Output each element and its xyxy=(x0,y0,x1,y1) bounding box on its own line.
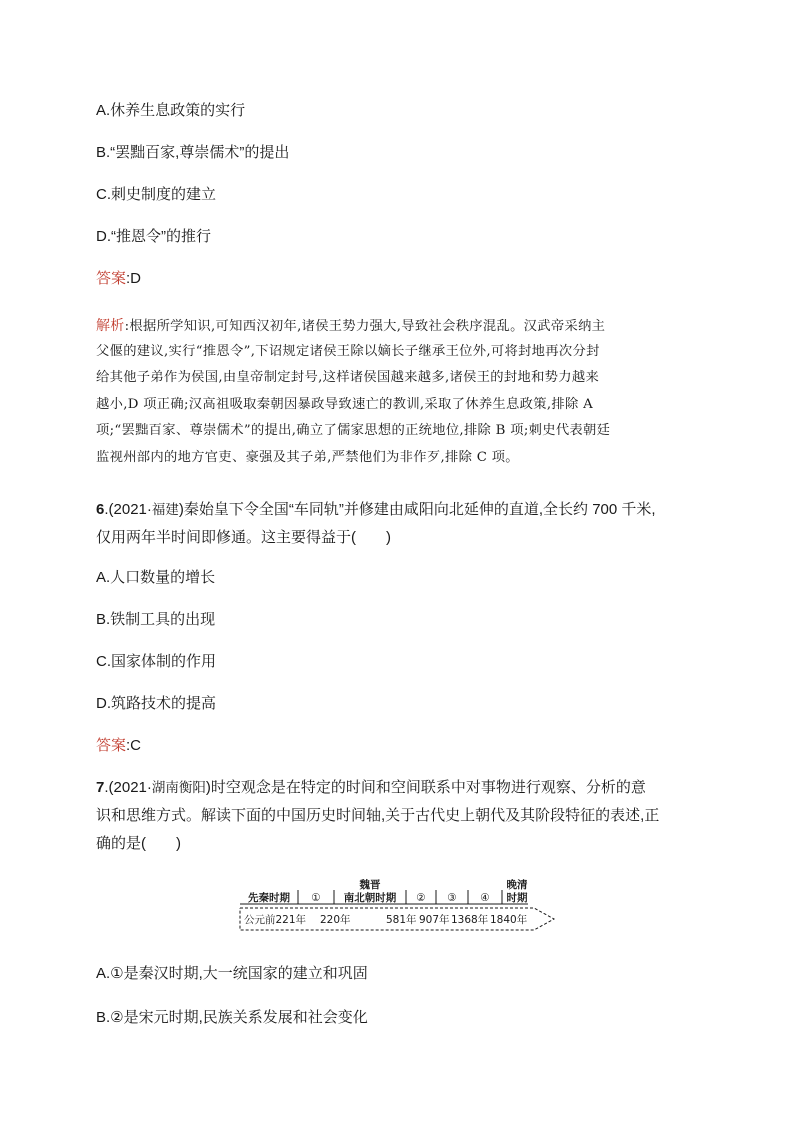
timeline-date-2: 220年 xyxy=(320,914,351,926)
timeline-date-5: 1368年 xyxy=(451,914,489,926)
q5-answer-value: :D xyxy=(126,270,142,287)
timeline-period-4: ② xyxy=(416,892,426,904)
q6-source-year: .(2021· xyxy=(104,501,152,518)
q7-source-year: .(2021· xyxy=(104,779,152,796)
q6-stem-text-1: )秦始皇下令全国“车同轨”并修建由咸阳向北延伸的直道,全长约 700 千米, xyxy=(178,501,656,518)
q7-option-b: B.②是宋元时期,民族关系发展和社会变化 xyxy=(96,1009,368,1026)
q6-answer-label: 答案 xyxy=(96,737,127,754)
q5-analysis-line: 越小,D 项正确;汉高祖吸取秦朝因暴政导致速亡的教训,采取了休养生息政策,排除 A xyxy=(96,396,593,412)
timeline-period-bar xyxy=(240,878,528,904)
timeline-period-3-top: 魏晋 xyxy=(359,879,381,891)
q5-answer xyxy=(96,269,141,289)
q5-analysis-line: 给其他子弟作为侯国,由皇帝制定封号,这样诸侯国越来越多,诸侯王的封地和势力越来 xyxy=(96,370,600,385)
q5-analysis-line xyxy=(96,312,708,339)
q5-option-d: D.“推恩令”的推行 xyxy=(96,228,211,245)
timeline-axis xyxy=(240,908,554,930)
q7-stem xyxy=(96,774,708,858)
timeline-date-1: 公元前221年 xyxy=(244,914,307,926)
q6-source-region: 福建 xyxy=(151,502,179,518)
q6-option-c: C.国家体制的作用 xyxy=(96,653,217,670)
q6-option-d: D.筑路技术的提高 xyxy=(96,695,217,712)
q6-number: 6 xyxy=(96,501,105,518)
timeline-period-2: ① xyxy=(311,892,321,904)
q6-answer xyxy=(96,736,141,756)
q7-stem-line: 确的是( ) xyxy=(96,835,181,852)
timeline-period-7-bottom: 时期 xyxy=(506,892,528,904)
q7-stem-text-1: )时空观念是在特定的时间和空间联系中对事物进行观察、分析的意 xyxy=(205,779,646,796)
q7-option-a: A.①是秦汉时期,大一统国家的建立和巩固 xyxy=(96,965,368,982)
q5-analysis-label: 解析 xyxy=(96,317,125,333)
timeline-date-4: 907年 xyxy=(419,914,450,926)
timeline-date-3: 581年 xyxy=(386,914,417,926)
q6-stem-line: 仅用两年半时间即修通。这主要得益于( ) xyxy=(96,529,391,546)
q5-analysis xyxy=(96,312,708,471)
q6-answer-value: :C xyxy=(126,737,142,754)
q7-number: 7 xyxy=(96,779,105,796)
timeline-period-5: ③ xyxy=(447,892,457,904)
q5-option-c: C.刺史制度的建立 xyxy=(96,186,217,203)
q6-option-b: B.铁制工具的出现 xyxy=(96,611,216,628)
q7-stem-line: 识和思维方式。解读下面的中国历史时间轴,关于古代史上朝代及其阶段特征的表述,正 xyxy=(96,807,660,824)
q6-option-a: A.人口数量的增长 xyxy=(96,569,216,586)
q5-analysis-text: :根据所学知识,可知西汉初年,诸侯王势力强大,导致社会秩序混乱。汉武帝采纳主 xyxy=(124,319,606,334)
q6-stem-line xyxy=(96,496,708,524)
timeline-period-3-bottom: 南北朝时期 xyxy=(343,892,397,904)
q5-option-a: A.休养生息政策的实行 xyxy=(96,102,246,119)
timeline-date-6: 1840年 xyxy=(490,914,528,926)
q7-stem-line xyxy=(96,774,708,802)
timeline-period-6: ④ xyxy=(480,892,490,904)
q7-source-region: 湖南衡阳 xyxy=(151,780,206,796)
q6-stem xyxy=(96,496,708,552)
timeline-period-7-top: 晚清 xyxy=(506,879,528,891)
q5-option-b: B.“罢黜百家,尊崇儒术”的提出 xyxy=(96,144,290,161)
timeline-period-1: 先秦时期 xyxy=(248,892,290,904)
history-timeline xyxy=(236,872,560,944)
q5-analysis-line: 项;“罢黜百家、尊崇儒术”的提出,确立了儒家思想的正统地位,排除 B 项;刺史代表朝廷 xyxy=(96,423,611,438)
q5-answer-label: 答案 xyxy=(96,270,127,287)
q5-analysis-line: 父偃的建议,实行“推恩令”,下诏规定诸侯王除以嫡长子继承王位外,可将封地再次分封 xyxy=(96,343,600,359)
q5-analysis-line: 监视州部内的地方官吏、豪强及其子弟,严禁他们为非作歹,排除 C 项。 xyxy=(96,449,519,465)
